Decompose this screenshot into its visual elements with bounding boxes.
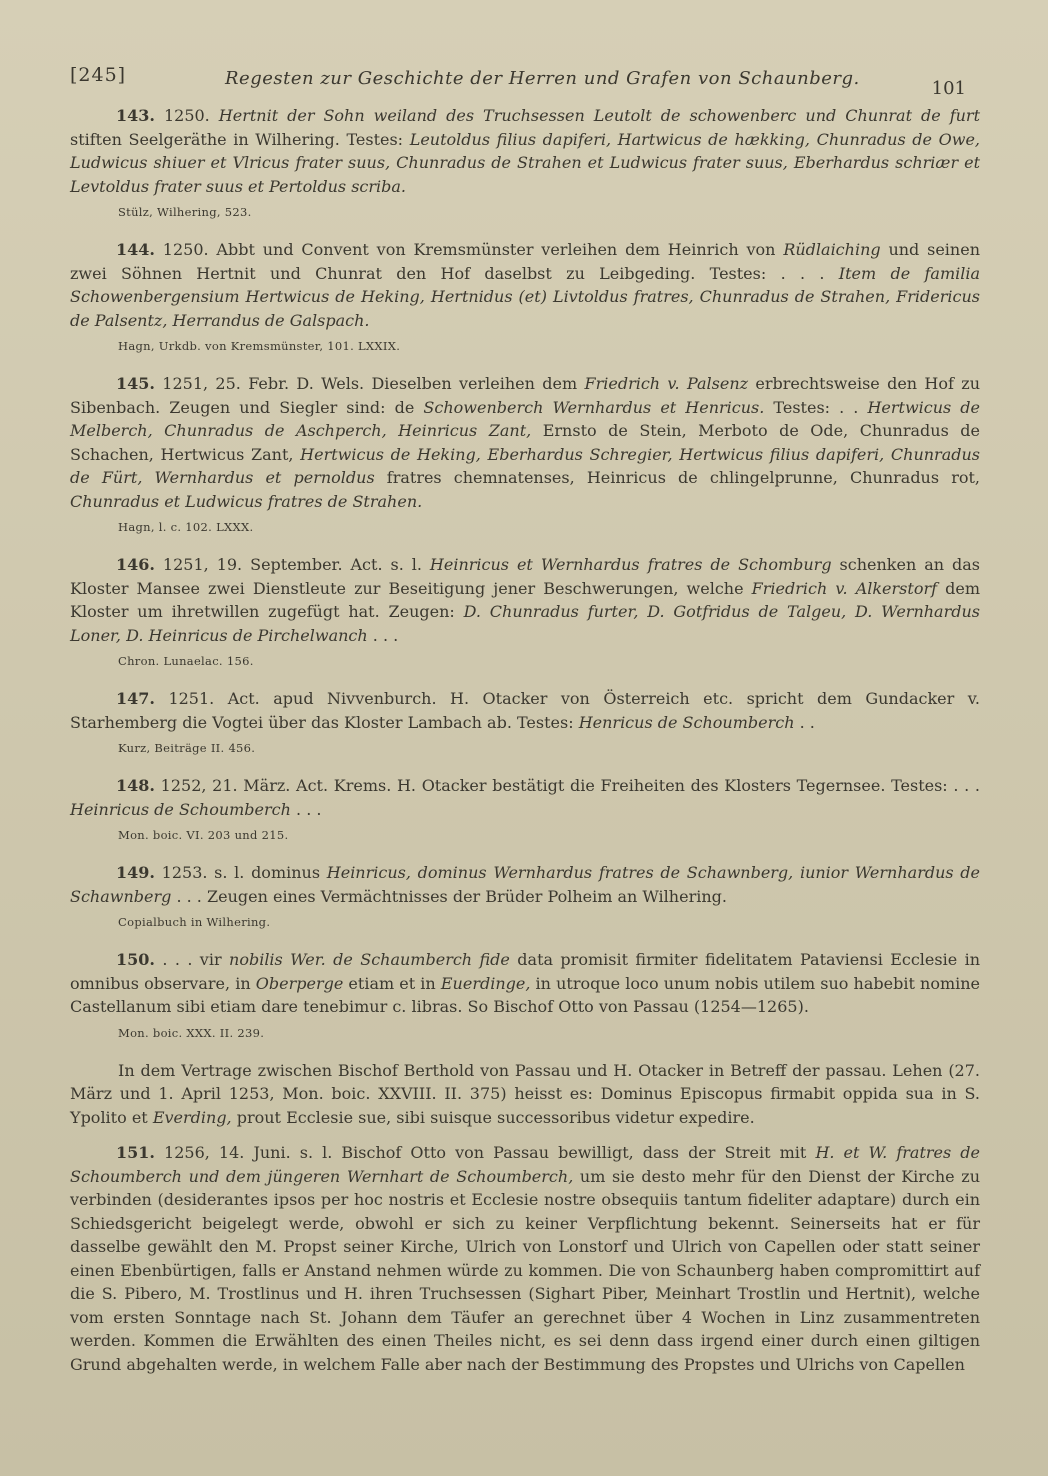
italic-text: Everding, (152, 1107, 232, 1127)
entry-number: 147. (116, 689, 155, 708)
italic-text: Euerdinge, (440, 973, 531, 993)
page-header (70, 60, 970, 100)
regest-entry (70, 372, 980, 535)
text-run: 1251. Act. apud Nivvenburch. H. Otacker von Österreich etc. spricht dem Gundacker v. Starhemberg die Vogtei über das Kloster Lambach ab. Testes: (70, 689, 980, 732)
italic-text: Friedrich v. Palsenz (584, 374, 749, 393)
entry-text (70, 553, 980, 647)
text-run: schenken an das Kloster Mansee zwei Dienstleute zur Beseitigung jener Beschwerungen, welche (70, 555, 980, 598)
entry-number: 146. (116, 555, 155, 574)
entry-number: 149. (116, 863, 155, 882)
entry-number: 151. (116, 1143, 155, 1162)
entry-text (70, 861, 980, 908)
text-run: erbrechtsweise den Hof zu Sibenbach. Zeugen und Siegler sind: de (70, 374, 980, 417)
entry-number: 148. (116, 776, 155, 795)
source-citation: Copialbuch in Wilhering. (118, 915, 271, 929)
source-citation: Kurz, Beiträge II. 456. (118, 741, 256, 755)
regest-entry (70, 687, 980, 756)
italic-text: Heinricus et Wernhardus fratres de Schomburg (429, 555, 832, 574)
regest-entry (70, 553, 980, 669)
text-run: data promisit firmiter fidelitatem Pataviensi Ecclesie in omnibus observare, in (70, 950, 981, 993)
text-run: . . . (290, 799, 322, 819)
text-run: 1250. Abbt und Convent von Kremsmünster verleihen dem Heinrich von (154, 240, 784, 259)
italic-text: H. et W. fratres de Schoumberch und dem jüngeren Wernhart de Schoumberch, (70, 1143, 981, 1186)
source-citation: Mon. boic. XXX. II. 239. (118, 1025, 265, 1040)
italic-text: Heinricus, dominus Wernhardus fratres de Schawnberg, iunior Wernhardus de Schawnberg (70, 863, 981, 906)
text-run: fratres chemnatenses, Heinricus de chlingelprunne, Chunradus rot, (374, 468, 980, 487)
text-run: und seinen zwei Söhnen Hertnit und Chunrat den Hof daselbst zu Leibgeding. Testes: . . . (70, 240, 980, 283)
regest-entry (70, 1141, 980, 1376)
text-run: etiam et in (343, 973, 441, 993)
source-citation: Stülz, Wilhering, 523. (118, 205, 252, 219)
page-number: 101 (931, 78, 966, 99)
entry-text (70, 687, 980, 734)
entry-number: 143. (116, 106, 155, 125)
italic-text: Schowenberch Wernhardus et Henricus. (423, 397, 765, 417)
document-body (70, 104, 980, 1376)
running-title: Regesten zur Geschichte der Herren und Grafen von Schaunberg. (225, 68, 860, 89)
source-citation: Chron. Lunaelac. 156. (118, 654, 254, 668)
italic-text: Rüdlaiching (783, 240, 881, 259)
text-run: 1251, 25. Febr. D. Wels. Dieselben verleihen dem (154, 374, 585, 393)
text-run: 1256, 14. Juni. s. l. Bischof Otto von Passau bewilligt, dass der Streit mit (154, 1143, 816, 1162)
regest-entry (70, 774, 980, 843)
italic-text: Item de familia Schowenbergensium Hertwicus de Heking, Hertnidus (et) Livtoldus fratres, Chunradus de Strahen, Fridericus de Palsentz, Herrandus de Galspach. (70, 263, 981, 330)
text-run: 1251, 19. September. Act. s. l. (154, 555, 430, 574)
regest-list (70, 104, 980, 1041)
italic-text: Leutoldus filius dapiferi, Hartwicus de hækking, Chunradus de Owe, Ludwicus shiuer et Vlricus frater suus, Chunradus de Strahen et Ludwicus frater suus, Eberhardus schriær et Levtoldus frater suus et Pertoldus scriba. (70, 129, 980, 196)
italic-text: Heinricus de Schoumberch (70, 799, 291, 819)
header-bracket-number: [245] (70, 64, 127, 86)
entry-number: 150. (116, 950, 155, 969)
entry-text (70, 238, 980, 332)
regest-entry (70, 238, 980, 354)
source-citation: Mon. boic. VI. 203 und 215. (118, 828, 289, 842)
entry-number: 145. (116, 374, 155, 393)
regest-entry (70, 104, 980, 220)
text-run: dem Kloster um ihretwillen zugefügt hat. Zeugen: (70, 578, 981, 621)
text-run: 1253. s. l. dominus (154, 863, 327, 882)
text-run: um sie desto mehr für den Dienst der Kirche zu verbinden (desiderantes ipsos per hoc nostris et Ecclesie nostre obsequiis tantum fideliter adaptare) durch ein Schiedsgericht beigelegt werde, obwohl er sich zu keiner Verpflichtung bekennt. Seinerseits hat er für dasselbe gewählt den M. Propst seiner Kirche, Ulrich von Lonstorf und Ulrich von Capellen oder statt seiner einen Ebenbürtigen, falls er Anstand nehmen würde zu kommen. Die von Schaunberg haben compromittirt auf die S. Pibero, M. Trostlinus und H. ihren Truchsessen (Sighart Piber, Meinhart Trostlin und Hertnit), welche vom ersten Sonntage nach St. Johann dem Täufer an gerechnet über 4 Wochen in Linz zusammentreten werden. Kommen die Erwählten des einen Theiles nicht, es sei denn dass irgend einer durch einen giltigen Grund abgehalten werde, in welchem Falle aber nach der Bestimmung des Propstes und Ulrichs von Capellen (70, 1166, 980, 1374)
entry-number: 144. (116, 240, 155, 259)
italic-text: Hertnit der Sohn weiland des Truchsessen Leutolt de schowenberc und Chunrat de furt (218, 106, 981, 125)
italic-text: D. Chunradus furter, D. Gotfridus de Talgeu, D. Wernhardus Loner, D. Heinricus de Pirchelwanch (70, 602, 980, 645)
entry-text (70, 948, 980, 1019)
text-run: in utroque loco unum nobis utilem suo habebit nomine Castellanum sibi etiam dare tenebimur c. libras. So Bischof Otto von Passau (1254—1265). (70, 973, 981, 1016)
source-citation: Hagn, l. c. 102. LXXX. (118, 520, 254, 534)
text-run: In dem Vertrage zwischen Bischof Berthold von Passau und H. Otacker in Betreff der passau. Lehen (27. März und 1. April 1253, Mon. boic. XXVIII. II. 375) heisst es: Dominus Episcopus firmabit oppida sua in S. Ypolito et (70, 1060, 980, 1127)
text-run: 1252, 21. März. Act. Krems. H. Otacker bestätigt die Freiheiten des Klosters Tegernsee. Testes: . . . (154, 776, 980, 795)
text-run: Testes: . . (764, 397, 868, 417)
italic-text: nobilis Wer. de Schaumberch fide (229, 950, 510, 969)
italic-text: Hertwicus de Melberch, Chunradus de Aschperch, Heinricus Zant, (70, 397, 981, 440)
italic-text: Friedrich v. Alkerstorf (751, 578, 938, 598)
text-run: prout Ecclesie sue, sibi suisque successoribus videtur expedire. (231, 1107, 755, 1127)
entry-text (70, 104, 980, 198)
text-run: . . . Zeugen eines Vermächtnisses der Brüder Polheim an Wilhering. (171, 886, 727, 906)
entry-text (70, 372, 980, 513)
italic-text: Chunradus et Ludwicus fratres de Strahen. (70, 491, 423, 511)
italic-text: Oberperge (255, 973, 344, 993)
italic-text: Henricus de Schoumberch (578, 712, 795, 732)
source-citation: Hagn, Urkdb. von Kremsmünster, 101. LXXIX. (118, 339, 401, 353)
text-run: . . . (367, 625, 399, 645)
entry-text (70, 1141, 980, 1376)
text-run: 1250. (154, 106, 219, 125)
italic-text: Hertwicus de Heking, Eberhardus Schregier, Hertwicus filius dapiferi, Chunradus de Fürt, Wernhardus et pernoldus (70, 444, 981, 487)
text-run: . . . vir (154, 950, 230, 969)
text-run: Ernsto de Stein, Merboto de Ode, Chunradus de Schachen, Hertwicus Zant, (70, 421, 980, 464)
regest-entry (70, 861, 980, 930)
text-run: stiften Seelgeräthe in Wilhering. Testes: (70, 129, 410, 149)
text-run: . . (794, 712, 815, 732)
commentary-paragraph (70, 1059, 980, 1130)
entry-text (70, 774, 980, 821)
regest-entry (70, 948, 980, 1041)
